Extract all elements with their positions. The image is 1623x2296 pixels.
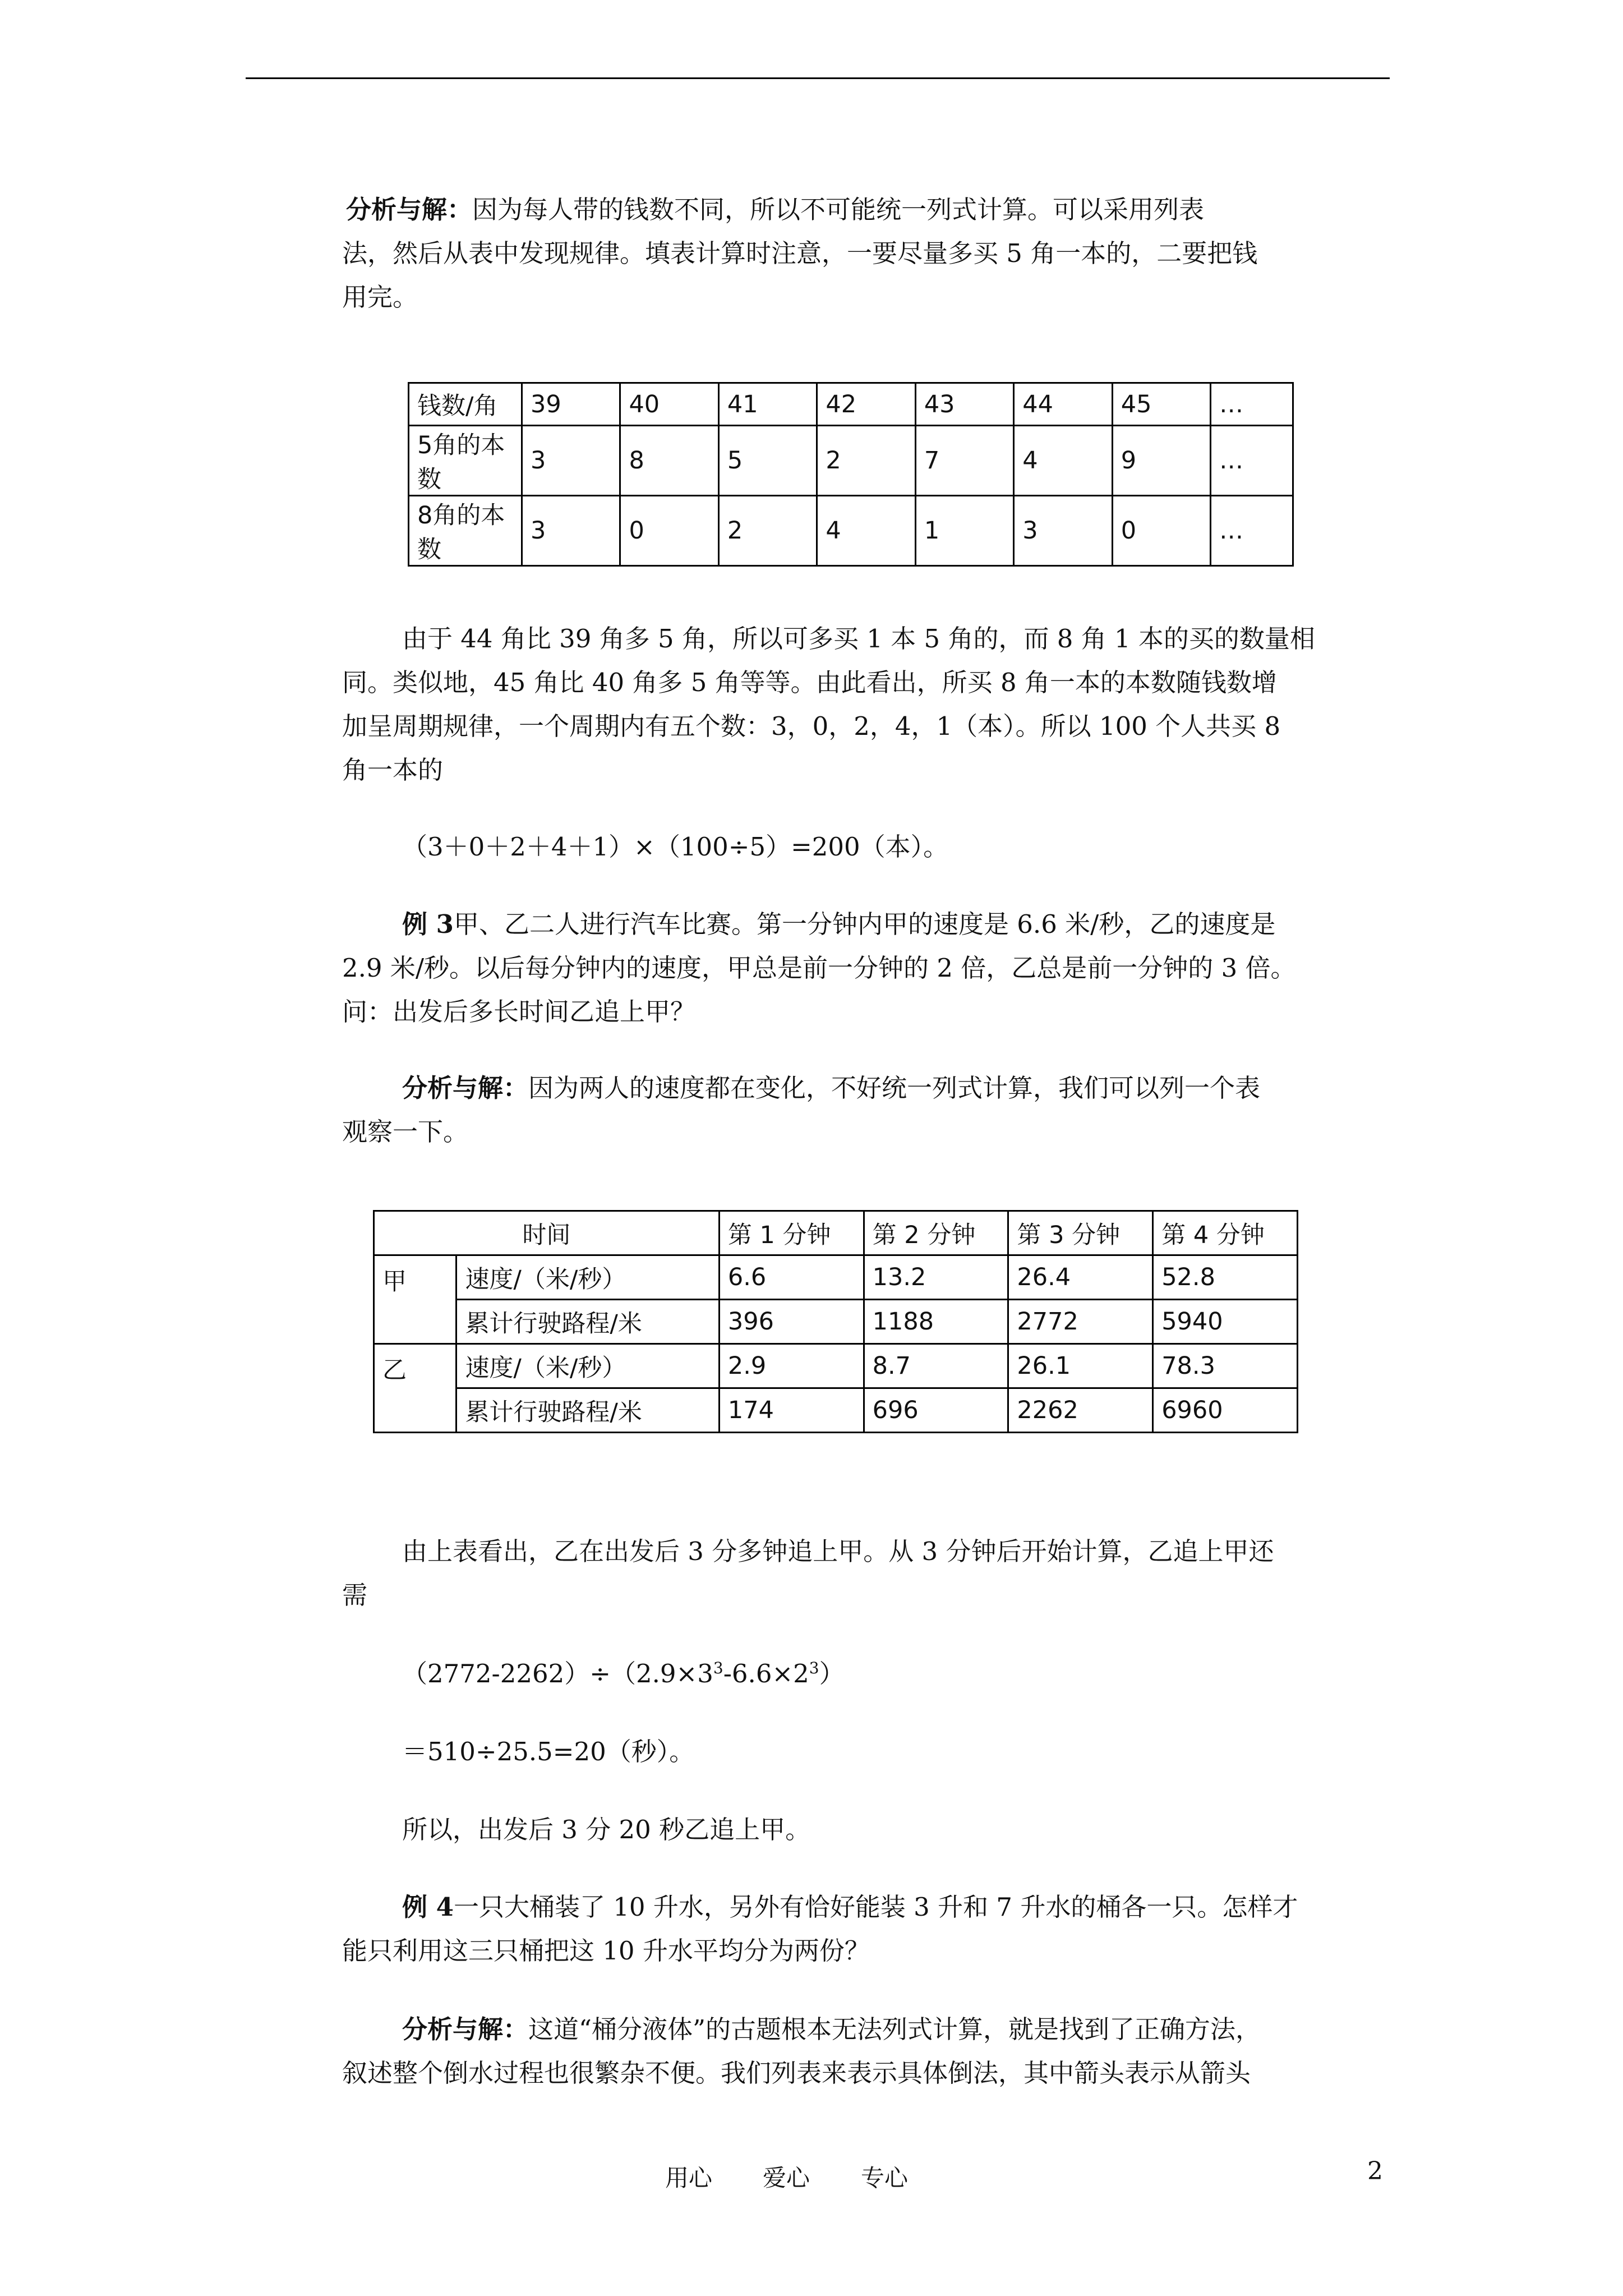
analysis-paragraph-2: 分析与解：因为两人的速度都在变化，不好统一列式计算，我们可以列一个表 [402,1073,1261,1103]
table-header-row: 时间 第 1 分钟 第 2 分钟 第 3 分钟 第 4 分钟 [374,1211,1298,1255]
footer-item: 专心 [861,2164,909,2192]
conclusion-line-1: 由上表看出，乙在出发后 3 分多钟追上甲。从 3 分钟后开始计算，乙追上甲还 [402,1536,1274,1566]
analysis-label: 分析与解： [402,2014,529,2044]
analysis-paragraph-2-line2: 观察一下。 [342,1117,469,1147]
footer-item: 爱心 [763,2164,810,2192]
analysis-paragraph-1: 分析与解：因为每人带的钱数不同，所以不可能统一列式计算。可以采用列表 [346,195,1205,224]
example-4-line-2: 能只利用这三只桶把这 10 升水平均分为两份？ [342,1936,870,1966]
reasoning-line-4: 角一本的 [342,755,444,785]
table-row: 甲 速度/（米/秒） 6.6 13.2 26.4 52.8 [374,1255,1298,1300]
header-rule [246,77,1390,79]
example-3-label: 例 3 [402,909,454,939]
analysis-paragraph-1-line2: 法，然后从表中发现规律。填表计算时注意，一要尽量多买 5 角一本的，二要把钱 [342,238,1258,268]
analysis-label: 分析与解： [402,1073,529,1103]
table-row: 乙 速度/（米/秒） 2.9 8.7 26.1 78.3 [374,1344,1298,1388]
example-3-line-3: 问：出发后多长时间乙追上甲？ [342,997,696,1027]
table-row: 钱数/角 39 40 41 42 43 44 45 … [409,383,1293,426]
analysis-paragraph-3-line2: 叙述整个倒水过程也很繁杂不便。我们列表来表示具体倒法，其中箭头表示从箭头 [342,2058,1251,2088]
footer-item: 用心 [665,2164,713,2192]
final-answer: 所以，出发后 3 分 20 秒乙追上甲。 [402,1815,811,1844]
analysis-paragraph-3: 分析与解：这道“桶分液体”的古题根本无法列式计算，就是找到了正确方法， [402,2014,1261,2044]
table-row: 8角的本数 3 0 2 4 1 3 0 … [409,496,1293,566]
reasoning-line-1: 由于 44 角比 39 角多 5 角，所以可多买 1 本 5 角的，而 8 角 1 本的买的数量相 [402,624,1315,654]
example-3-line-2: 2.9 米/秒。以后每分钟内的速度，甲总是前一分钟的 2 倍，乙总是前一分钟的 3 倍。 [342,953,1296,983]
table-row: 累计行驶路程/米 174 696 2262 6960 [374,1388,1298,1433]
formula-2: $(2772-2262)\div(2.9\times 3^3-6.6\times 2^3)$ [402,1659,845,1688]
speed-distance-table [373,1210,1298,1433]
page-number: 2 [1367,2157,1383,2185]
example-3-line-1: 例 3甲、乙二人进行汽车比赛。第一分钟内甲的速度是 6.6 米/秒，乙的速度是 [402,909,1276,939]
example-4-line-1: 例 4一只大桶装了 10 升水，另外有恰好能装 3 升和 7 升水的桶各一只。怎样才 [402,1892,1298,1922]
formula-1: （3＋0＋2＋4＋1）×（100÷5）=200（本）。 [402,832,949,862]
reasoning-line-2: 同。类似地，45 角比 40 角多 5 角等等。由此看出，所买 8 角一本的本数随钱数增 [342,668,1277,697]
analysis-label: 分析与解： [346,195,473,224]
analysis-paragraph-1-line3: 用完。 [342,282,418,312]
example-4-label: 例 4 [402,1892,454,1922]
table-row: 5角的本数 3 8 5 2 7 4 9 … [409,426,1293,496]
formula-3: ＝510÷25.5=20（秒）。 [402,1737,695,1766]
reasoning-line-3: 加呈周期规律，一个周期内有五个数：3，0，2，4，1（本）。所以 100 个人共买 8 [342,711,1281,741]
money-table [408,382,1294,567]
table-row: 累计行驶路程/米 396 1188 2772 5940 [374,1300,1298,1344]
conclusion-line-2: 需 [342,1580,368,1610]
